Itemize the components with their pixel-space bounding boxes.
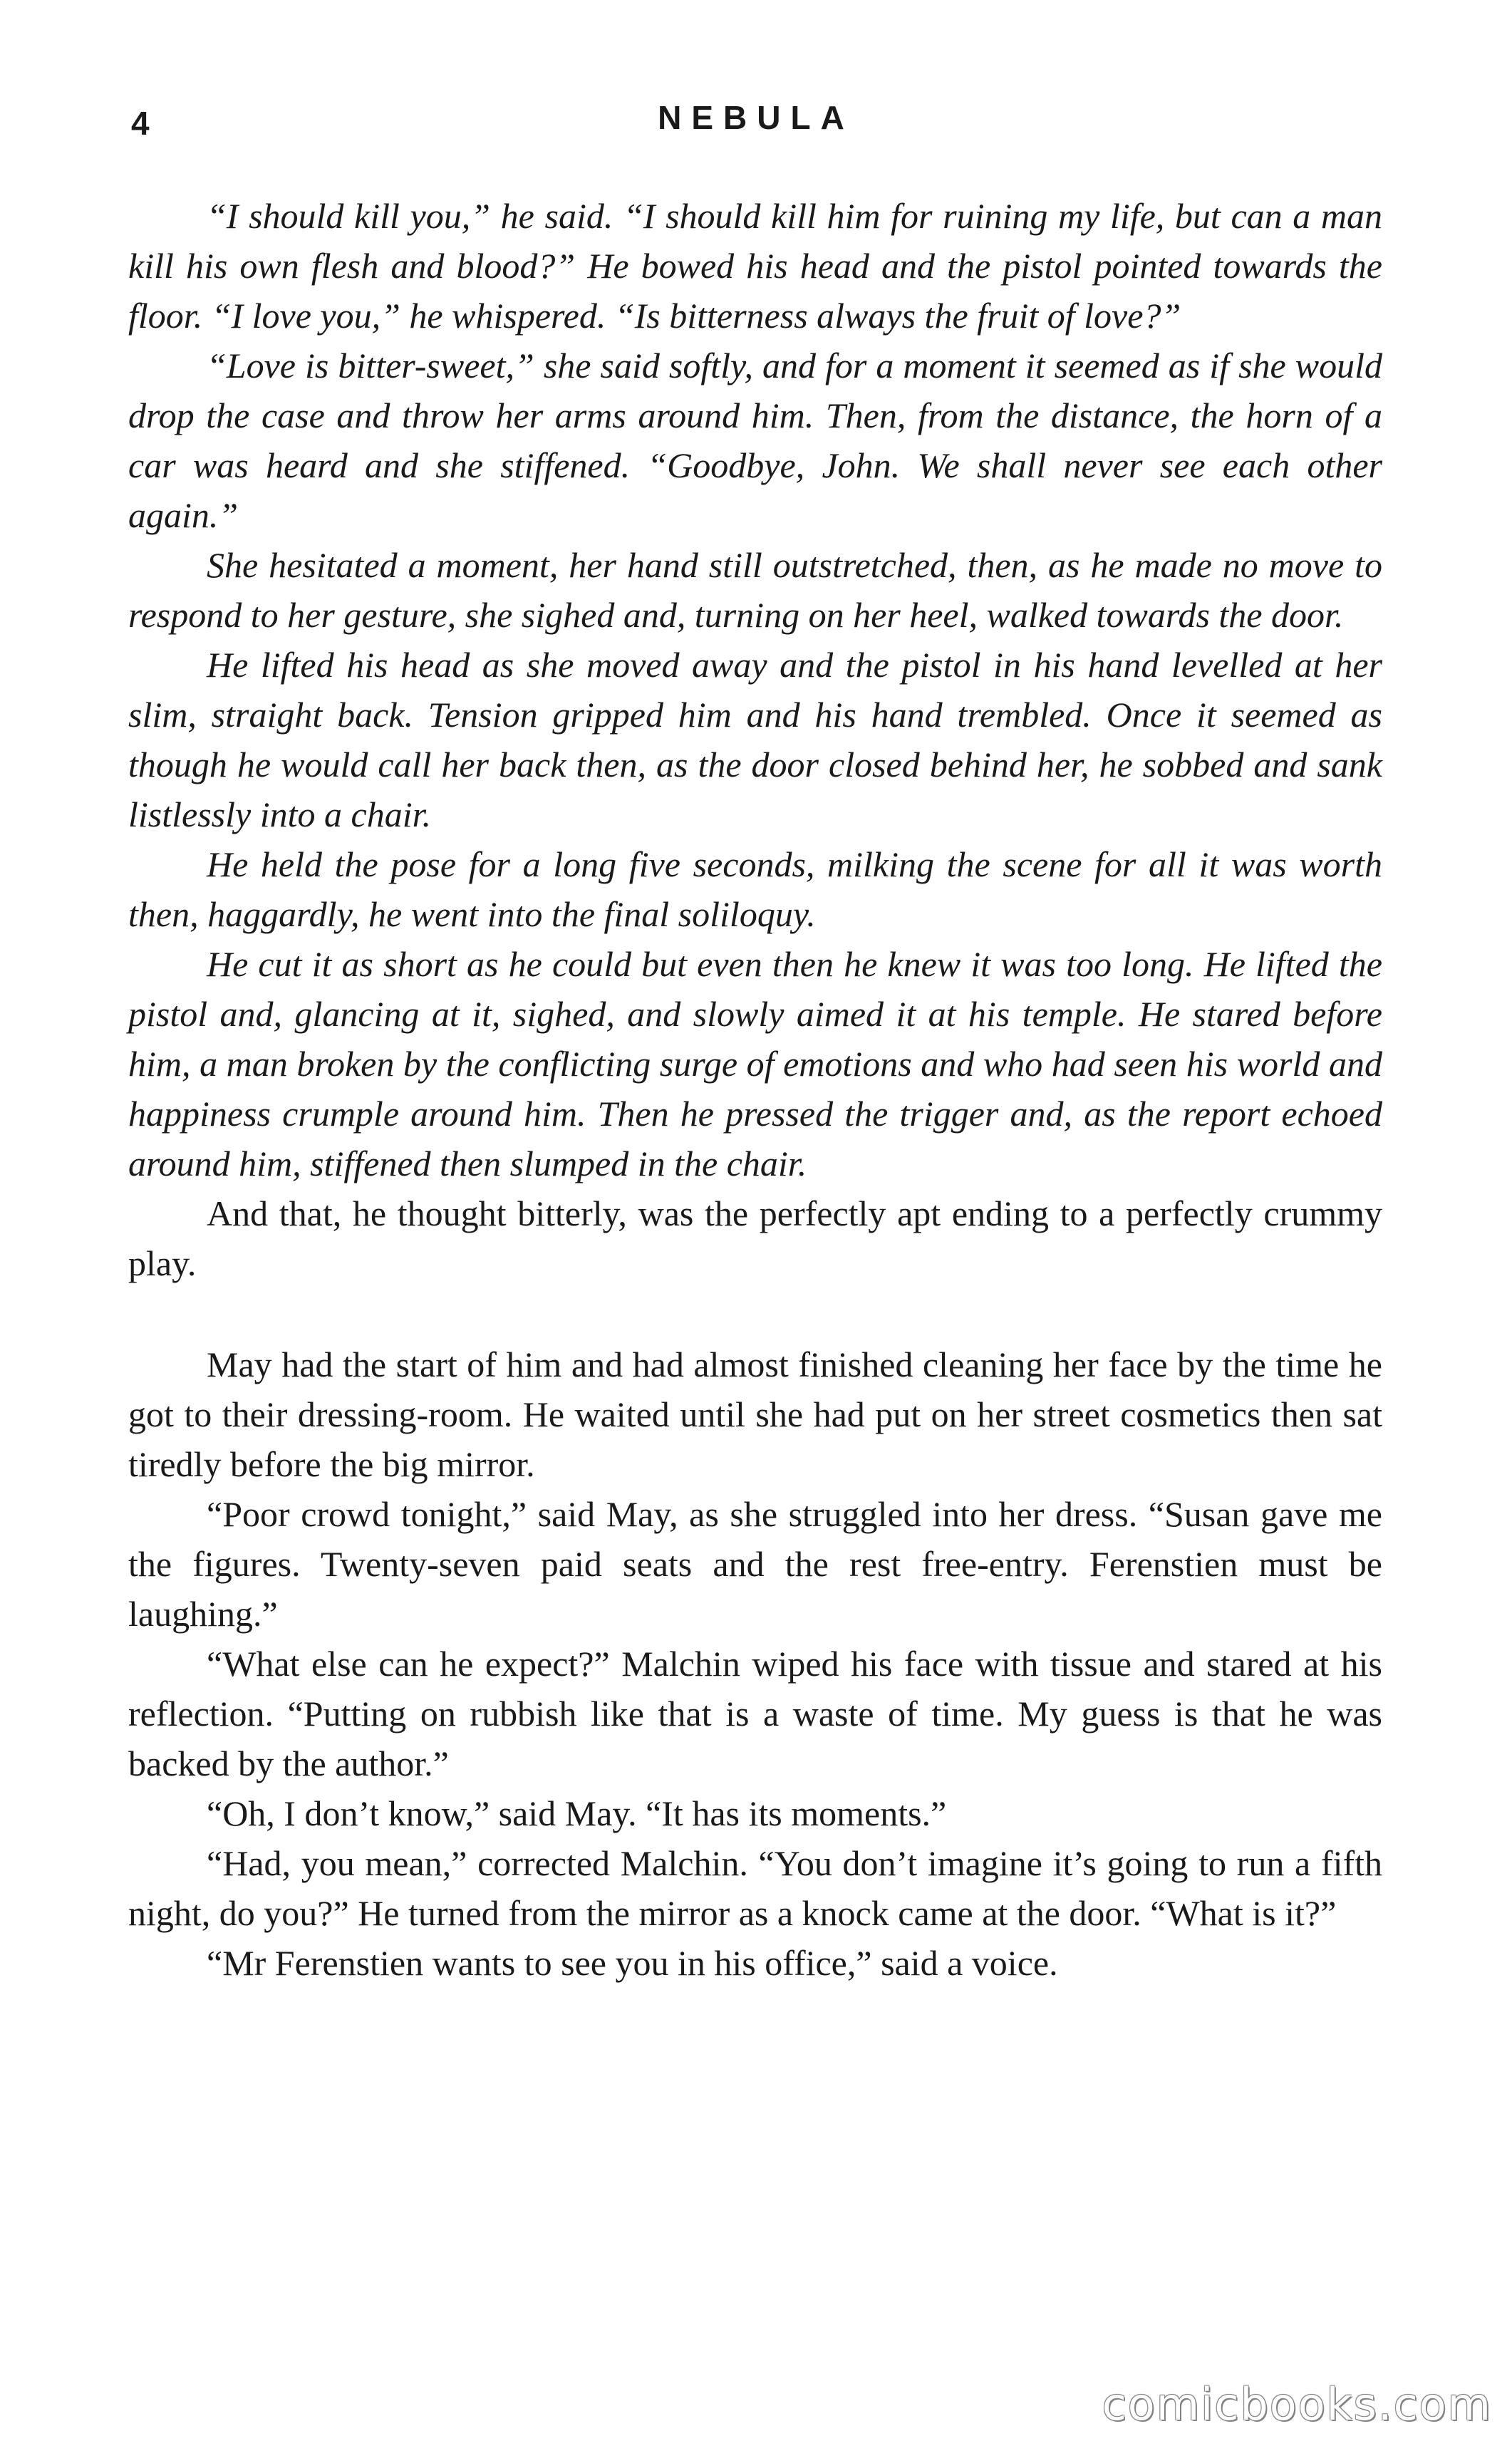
- page-number: 4: [131, 105, 150, 142]
- paragraph: “Poor crowd tonight,” said May, as she struggled into her dress. “Susan gave me the figures. Twenty-seven paid seats and the rest free-entry. Ferenstien must be laughing.”: [128, 1494, 1382, 1634]
- paragraph: She hesitated a moment, her hand still outstretched, then, as he made no move to respond to her gesture, she sighed and, turning on her heel, walked towards the door.: [128, 545, 1382, 635]
- paragraph: “Oh, I don’t know,” said May. “It has its moments.”: [207, 1793, 947, 1833]
- section-a: [128, 191, 1382, 1288]
- paragraph: He held the pose for a long five seconds, milking the scene for all it was worth then, haggardly, he went into the final soliloquy.: [128, 844, 1382, 934]
- paragraph: “Mr Ferenstien wants to see you in his office,” said a voice.: [207, 1943, 1058, 1983]
- paragraph: And that, he thought bitterly, was the perfectly apt ending to a perfectly crummy play.: [128, 1193, 1382, 1283]
- paragraph: “Love is bitter-sweet,” she said softly, and for a moment it seemed as if she would drop the case and throw her arms around him. Then, from the distance, the horn of a car was heard and she stiffened. “Goodbye, John. We shall never see each other again.”: [128, 346, 1382, 535]
- paragraph: May had the start of him and had almost finished cleaning her face by the time he got to their dressing-room. He waited until she had put on her street cosmetics then sat tiredly before the big mirror.: [128, 1344, 1382, 1484]
- paragraph: He cut it as short as he could but even then he knew it was too long. He lifted the pistol and, glancing at it, sighed, and slowly aimed it at his temple. He stared before him, a man broken by the conflicting surge of emotions and who had seen his world and happiness crumple around him. Then he pressed the trigger and, as the report echoed around him, stiffened then slumped in the chair.: [128, 944, 1382, 1183]
- paragraph: “What else can he expect?” Malchin wiped his face with tissue and stared at his reflection. “Putting on rubbish like that is a waste of time. My guess is that he was backed by the author.”: [128, 1644, 1382, 1783]
- paragraph: “Had, you mean,” corrected Malchin. “You don’t imagine it’s going to run a fifth night, do you?” He turned from the mirror as a knock came at the door. “What is it?”: [128, 1843, 1382, 1933]
- watermark: comicbooks.com: [1102, 2378, 1492, 2430]
- paragraph: He lifted his head as she moved away and the pistol in his hand levelled at her slim, straight back. Tension gripped him and his hand trembled. Once it seemed as though he would call her back then, as the door closed behind her, he sobbed and sank listlessly into a chair.: [128, 645, 1382, 834]
- section-b: [128, 1340, 1382, 1988]
- running-head: NEBULA: [658, 99, 854, 136]
- paragraph: “I should kill you,” he said. “I should kill him for ruining my life, but can a man kill his own flesh and blood?” He bowed his head and the pistol pointed towards the floor. “I love you,” he whispered. “Is bitterness always the fruit of love?”: [128, 196, 1382, 336]
